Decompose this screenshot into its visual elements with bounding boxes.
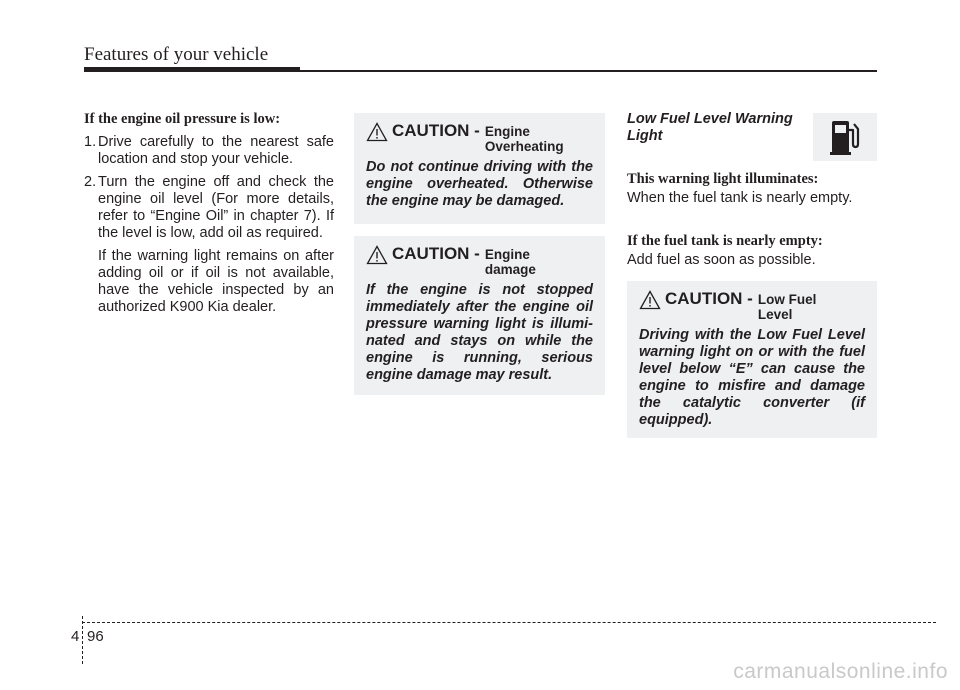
- nearly-empty-text: Add fuel as soon as possible.: [627, 252, 816, 268]
- step-text: Turn the engine off and check the engine oil level (For more details, refer to “Engine Oil” in chapter 7). If the level is low, add oil as required.: [98, 174, 334, 241]
- caution-box-engine-overheating: [354, 113, 605, 224]
- illuminates-subhead: This warning light illuminates:: [627, 171, 819, 187]
- caution-heading: [366, 244, 599, 277]
- illuminates-text: When the fuel tank is nearly empty.: [627, 190, 853, 206]
- caution-heading: [639, 289, 871, 322]
- caution-heading: [366, 121, 599, 154]
- header-rule-thin: [300, 70, 877, 72]
- site-watermark: carmanualsonline.info: [733, 660, 948, 683]
- header-rule-thick: [84, 67, 300, 72]
- caution-label: CAUTION -: [392, 121, 480, 140]
- oil-pressure-subhead: If the engine oil pressure is low:: [84, 111, 281, 127]
- caution-topic-line: Level: [757, 307, 793, 322]
- caution-body: Driving with the Low Fuel Level warning light on or with the fuel level below “E” can cause the engine to misfire and damage the catalytic converter (if equipped).: [639, 327, 865, 428]
- caution-box-low-fuel: [627, 281, 877, 438]
- step-item: [84, 134, 334, 168]
- step-number: 1.: [84, 134, 97, 150]
- step-number: 2.: [84, 174, 97, 190]
- page-number: 96: [87, 628, 104, 645]
- step-text: Drive carefully to the nearest safe location and stop your vehicle.: [98, 134, 334, 167]
- warning-triangle-icon: [366, 122, 388, 142]
- step-item: [84, 174, 334, 242]
- caution-topic-line: damage: [484, 262, 536, 277]
- caution-topic-line: Overheating: [484, 139, 564, 154]
- left-column: [84, 111, 334, 316]
- footer-dashed-divider: [82, 616, 83, 664]
- fuel-warning-light-box: [813, 113, 877, 161]
- page-header-title: Features of your vehicle: [84, 44, 269, 65]
- caution-body: If the engine is not stopped immediately after the engine oil pressure warning light is illumi-nated and stays on while the engine is running, serious engine damage may result.: [366, 282, 593, 383]
- fuel-pump-icon: [830, 118, 860, 156]
- caution-topic: [485, 124, 564, 154]
- caution-topic: [485, 247, 536, 277]
- warning-triangle-icon: [366, 245, 388, 265]
- caution-topic-line: Low Fuel: [757, 292, 817, 307]
- caution-topic-line: Engine: [484, 247, 530, 262]
- caution-label: CAUTION -: [392, 244, 480, 263]
- caution-topic-line: Engine: [484, 124, 530, 139]
- footer-dashed-rule: [82, 622, 936, 623]
- caution-label: CAUTION -: [665, 289, 753, 308]
- caution-topic: [758, 292, 817, 322]
- nearly-empty-subhead: If the fuel tank is nearly empty:: [627, 233, 823, 249]
- low-fuel-section-title: Low Fuel Level Warning Light: [627, 111, 793, 144]
- oil-pressure-steps: [84, 134, 334, 242]
- warning-triangle-icon: [639, 290, 661, 310]
- step-note: If the warning light remains on after adding oil or if oil is not available, have the vehicle inspected by an authorized K900 Kia dealer.: [98, 248, 334, 315]
- caution-box-engine-damage: [354, 236, 605, 395]
- caution-body: Do not continue driving with the engine overheated. Otherwise the engine may be damaged.: [366, 159, 593, 209]
- chapter-number: 4: [71, 628, 80, 645]
